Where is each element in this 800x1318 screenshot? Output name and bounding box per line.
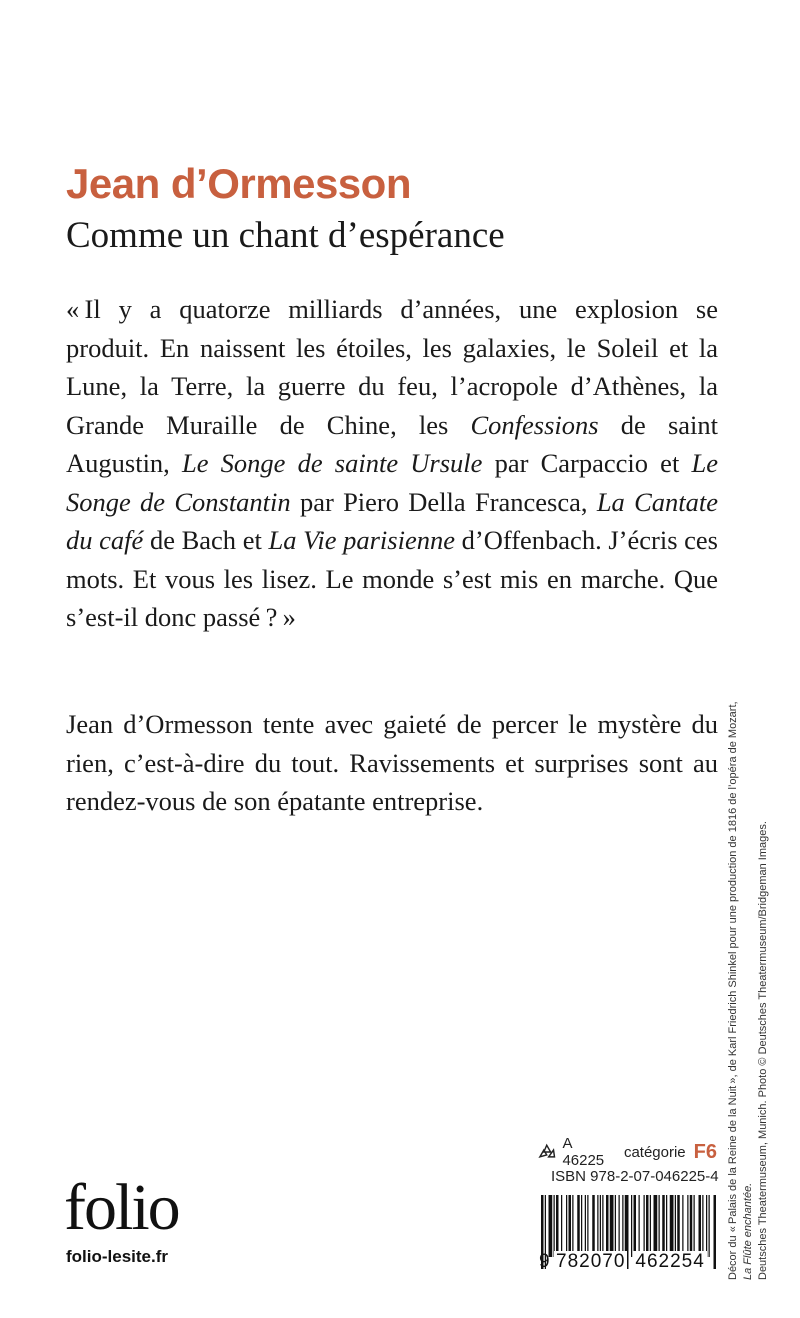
quote-segment-9: La Vie parisienne bbox=[268, 525, 455, 555]
quote-segment-7: La Cantate du café bbox=[66, 486, 718, 555]
barcode-digits bbox=[539, 1247, 717, 1273]
barcode-lead-digit: 9 bbox=[539, 1251, 551, 1272]
quote-segment-5: Le Songe de Constantin bbox=[66, 448, 718, 517]
quote-segment-4: par Carpaccio et bbox=[482, 448, 692, 478]
quote-segment-1: Confessions bbox=[470, 409, 599, 440]
catalog-line bbox=[537, 1135, 717, 1169]
category-label: catégorie bbox=[623, 1143, 686, 1161]
back-cover-quote bbox=[66, 290, 718, 637]
quote-segment-10: d’Offenbach. J’écris ces mots. Et vous les lisez. Le monde s’est mis en marche. Que s’est-il donc passé ? » bbox=[66, 525, 718, 632]
publisher-website: folio-lesite.fr bbox=[66, 1247, 169, 1266]
quote-segment-6: par Piero Della Francesca, bbox=[290, 486, 597, 517]
recycle-icon bbox=[537, 1143, 556, 1161]
author-name: Jean d’Ormesson bbox=[66, 160, 411, 207]
quote-segment-2: de saint Augustin, bbox=[66, 409, 719, 478]
book-title: Comme un chant d’espérance bbox=[66, 215, 505, 256]
isbn: ISBN 978-2-07-046225-4 bbox=[551, 1168, 719, 1185]
book-summary: Jean d’Ormesson tente avec gaieté de percer le mystère du rien, c’est-à-dire du tout. Ravissements et surprises sont au rendez-vous de son épatante entreprise. bbox=[66, 709, 718, 816]
catalog-code: A 46225 bbox=[562, 1135, 605, 1169]
folio-logo: folio bbox=[64, 1171, 179, 1244]
category-value: F6 bbox=[693, 1140, 717, 1163]
quote-segment-8: de Bach et bbox=[143, 525, 269, 555]
credit-segment-0: Décor du « Palais de la Reine de la Nuit », de Karl Friedrich Shinkel pour une production de 1816 de l’opéra de Mozart, bbox=[727, 701, 739, 1280]
barcode-group-1: 782070 bbox=[556, 1251, 626, 1272]
credit-segment-1: La Flûte enchantée. bbox=[742, 1182, 754, 1280]
quote-segment-0: « Il y a quatorze milliards d’années, une explosion se produit. En naissent les étoiles, les galaxies, le Soleil et la Lune, la Terre, la guerre du feu, l’acropole d’Athènes, la Grande Muraille de Chine, les bbox=[66, 294, 718, 440]
credit-segment-2: Deutsches Theatermuseum, Munich. Photo © Deutsches Theatermuseum/Bridgeman Images. bbox=[757, 821, 769, 1280]
cover-image-credit bbox=[726, 520, 771, 1280]
barcode-group-2: 462254 bbox=[635, 1251, 705, 1272]
quote-segment-3: Le Songe de sainte Ursule bbox=[181, 448, 483, 478]
